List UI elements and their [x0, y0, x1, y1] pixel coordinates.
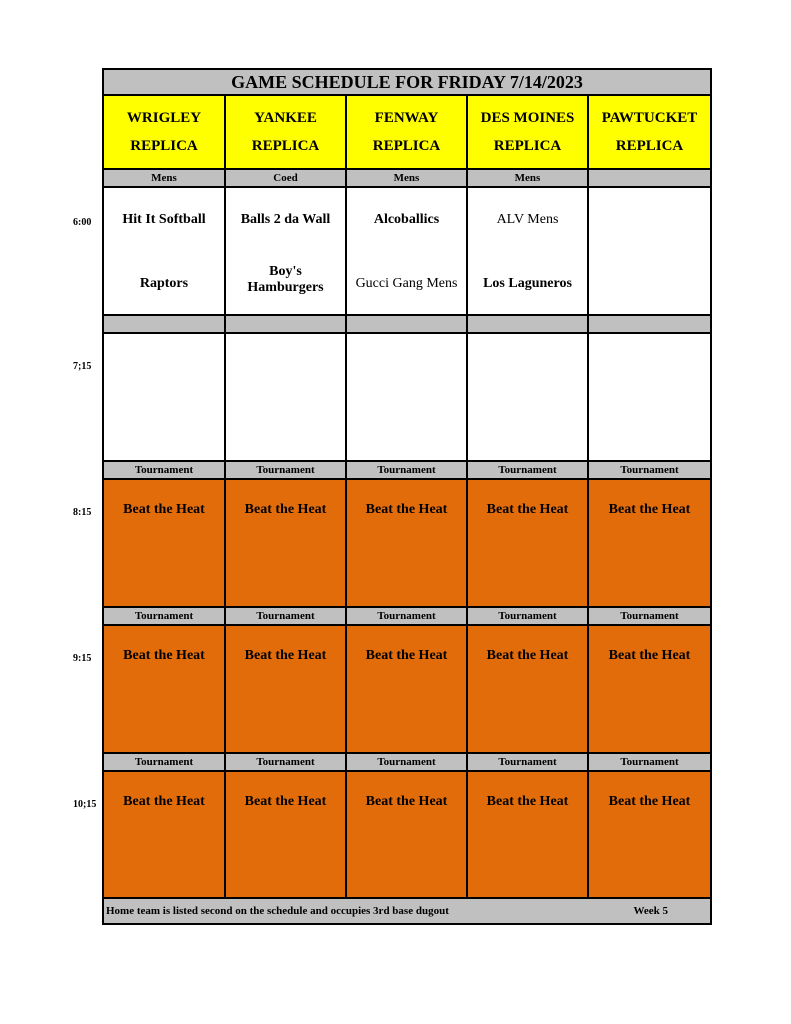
- game-cell: [104, 626, 226, 754]
- game-cell-empty: [226, 334, 347, 462]
- division-label: [347, 316, 468, 334]
- game-cell: [104, 188, 226, 316]
- division-label: [589, 316, 710, 334]
- field-header-wrigley: [104, 96, 226, 170]
- time-label-10-15: 10;15: [73, 799, 97, 810]
- division-label: [589, 170, 710, 188]
- event-name: Beat the Heat: [608, 502, 691, 517]
- schedule-footer: [104, 897, 710, 923]
- game-cell: [589, 626, 710, 754]
- field-name: FENWAY: [374, 110, 439, 126]
- division-label: Tournament: [347, 462, 468, 480]
- event-name: Beat the Heat: [123, 648, 205, 663]
- game-cell-empty: [589, 188, 710, 316]
- game-cell: [104, 480, 226, 608]
- division-label-row: [104, 316, 710, 334]
- game-cell: [347, 188, 468, 316]
- division-label-row: [104, 170, 710, 188]
- event-name: Beat the Heat: [244, 794, 327, 809]
- game-cell: [468, 480, 589, 608]
- field-type: REPLICA: [251, 138, 320, 154]
- event-name: Beat the Heat: [365, 502, 448, 517]
- division-label: [468, 316, 589, 334]
- schedule-title: GAME SCHEDULE FOR FRIDAY 7/14/2023: [104, 70, 710, 96]
- division-label: Mens: [104, 170, 226, 188]
- time-label-9-15: 9:15: [73, 653, 92, 664]
- division-label: Tournament: [589, 608, 710, 626]
- field-name: YANKEE: [254, 110, 317, 126]
- event-name: Beat the Heat: [123, 794, 205, 809]
- event-name: Beat the Heat: [608, 648, 691, 663]
- game-cell-empty: [347, 334, 468, 462]
- division-label: Tournament: [468, 754, 589, 772]
- event-name: Beat the Heat: [486, 648, 569, 663]
- away-team: Balls 2 da Wall: [240, 212, 331, 227]
- division-label: Tournament: [468, 608, 589, 626]
- game-cell: [226, 772, 347, 900]
- game-cell: [226, 480, 347, 608]
- division-label: Tournament: [226, 754, 347, 772]
- field-header-row: [104, 96, 710, 170]
- field-header-des-moines: [468, 96, 589, 170]
- game-cell: [104, 772, 226, 900]
- game-cell-empty: [104, 334, 226, 462]
- schedule-sheet: [102, 68, 712, 925]
- event-name: Beat the Heat: [244, 648, 327, 663]
- field-type: REPLICA: [615, 138, 684, 154]
- division-label: Tournament: [104, 462, 226, 480]
- game-cell: [468, 772, 589, 900]
- division-label: [104, 316, 226, 334]
- division-label: Tournament: [104, 754, 226, 772]
- time-label-8-15: 8:15: [73, 507, 92, 518]
- division-label: Mens: [468, 170, 589, 188]
- event-name: Beat the Heat: [365, 648, 448, 663]
- game-cell: [226, 626, 347, 754]
- home-team: Raptors: [139, 276, 189, 291]
- event-name: Beat the Heat: [608, 794, 691, 809]
- division-label-row: [104, 754, 710, 772]
- division-label: Tournament: [104, 608, 226, 626]
- division-label: Coed: [226, 170, 347, 188]
- division-label-row: [104, 608, 710, 626]
- game-cell-empty: [589, 334, 710, 462]
- week-label: Week 5: [633, 905, 668, 917]
- game-cell: [347, 480, 468, 608]
- time-label-7-15: 7;15: [73, 361, 92, 372]
- division-label: Tournament: [589, 462, 710, 480]
- division-label: Tournament: [226, 462, 347, 480]
- game-cell: [468, 626, 589, 754]
- division-label: Tournament: [347, 754, 468, 772]
- game-cell: [347, 772, 468, 900]
- game-cell-empty: [468, 334, 589, 462]
- away-team: Alcoballics: [373, 212, 440, 227]
- home-team: Boy's Hamburgers: [247, 264, 324, 295]
- field-name: PAWTUCKET: [601, 110, 698, 126]
- field-header-fenway: [347, 96, 468, 170]
- division-label: Tournament: [589, 754, 710, 772]
- division-label: Tournament: [226, 608, 347, 626]
- field-name: DES MOINES: [480, 110, 575, 126]
- field-type: REPLICA: [372, 138, 441, 154]
- game-row-9-15: [104, 626, 710, 754]
- game-cell: [347, 626, 468, 754]
- event-name: Beat the Heat: [486, 502, 569, 517]
- division-label: Mens: [347, 170, 468, 188]
- event-name: Beat the Heat: [486, 794, 569, 809]
- game-cell: [589, 772, 710, 900]
- division-label: Tournament: [347, 608, 468, 626]
- field-type: REPLICA: [493, 138, 562, 154]
- division-label: Tournament: [468, 462, 589, 480]
- field-header-pawtucket: [589, 96, 710, 170]
- game-row-8-15: [104, 480, 710, 608]
- game-cell: [226, 188, 347, 316]
- division-label: [226, 316, 347, 334]
- game-row-6-00: [104, 188, 710, 316]
- away-team: Hit It Softball: [122, 212, 206, 227]
- game-cell: [468, 188, 589, 316]
- footer-note: Home team is listed second on the schedule and occupies 3rd base dugout: [106, 905, 449, 917]
- field-type: REPLICA: [130, 138, 198, 154]
- home-team: Gucci Gang Mens: [355, 276, 458, 291]
- field-name: WRIGLEY: [126, 110, 202, 126]
- event-name: Beat the Heat: [123, 502, 205, 517]
- game-row-7-15: [104, 334, 710, 462]
- game-cell: [589, 480, 710, 608]
- event-name: Beat the Heat: [365, 794, 448, 809]
- home-team: Los Laguneros: [483, 276, 572, 291]
- game-row-10-15: [104, 772, 710, 900]
- time-label-6-00: 6:00: [73, 217, 92, 228]
- field-header-yankee: [226, 96, 347, 170]
- event-name: Beat the Heat: [244, 502, 327, 517]
- division-label-row: [104, 462, 710, 480]
- away-team: ALV Mens: [496, 212, 559, 227]
